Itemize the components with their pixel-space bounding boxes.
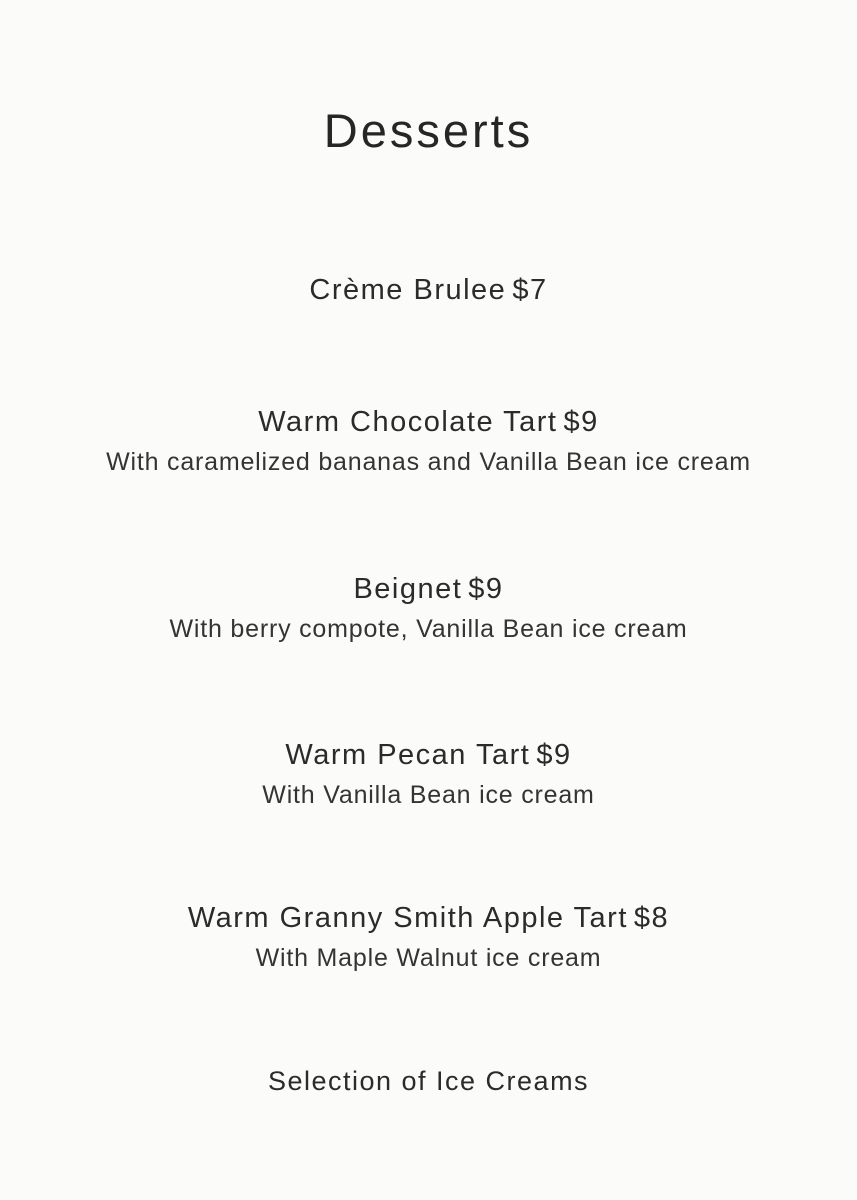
menu-item-line <box>0 739 857 772</box>
menu-item-name: Warm Granny Smith Apple Tart <box>187 902 628 934</box>
menu-item-name: Crème Brulee <box>309 274 507 306</box>
menu-item-price: $7 <box>512 274 548 306</box>
menu-item <box>0 406 857 477</box>
menu-item-price: $9 <box>563 406 599 438</box>
menu-item-line <box>0 274 857 307</box>
menu-item-name: Warm Pecan Tart <box>285 739 531 771</box>
menu-item-price: $9 <box>536 739 572 771</box>
menu-item-price: $8 <box>633 902 670 934</box>
menu-item-line <box>0 406 857 439</box>
menu-item <box>0 573 857 644</box>
menu-item-name: Beignet <box>353 573 463 605</box>
menu-item-description: With Vanilla Bean ice cream <box>262 781 595 809</box>
menu-item-line <box>0 902 857 935</box>
menu-item-description: With Maple Walnut ice cream <box>255 944 602 972</box>
menu-item-price: $9 <box>468 573 504 605</box>
menu-item <box>0 739 857 810</box>
menu-item <box>0 1066 857 1097</box>
menu-title: Desserts <box>323 104 534 158</box>
menu-item-line <box>0 573 857 606</box>
menu-item <box>0 274 857 307</box>
menu-item <box>0 902 857 973</box>
menu-item-description: With berry compote, Vanilla Bean ice cream <box>169 615 688 643</box>
menu-item-name: Selection of Ice Creams <box>267 1066 590 1096</box>
menu-item-description: With caramelized bananas and Vanilla Bean ice cream <box>106 448 751 476</box>
menu-item-name: Warm Chocolate Tart <box>258 406 558 438</box>
